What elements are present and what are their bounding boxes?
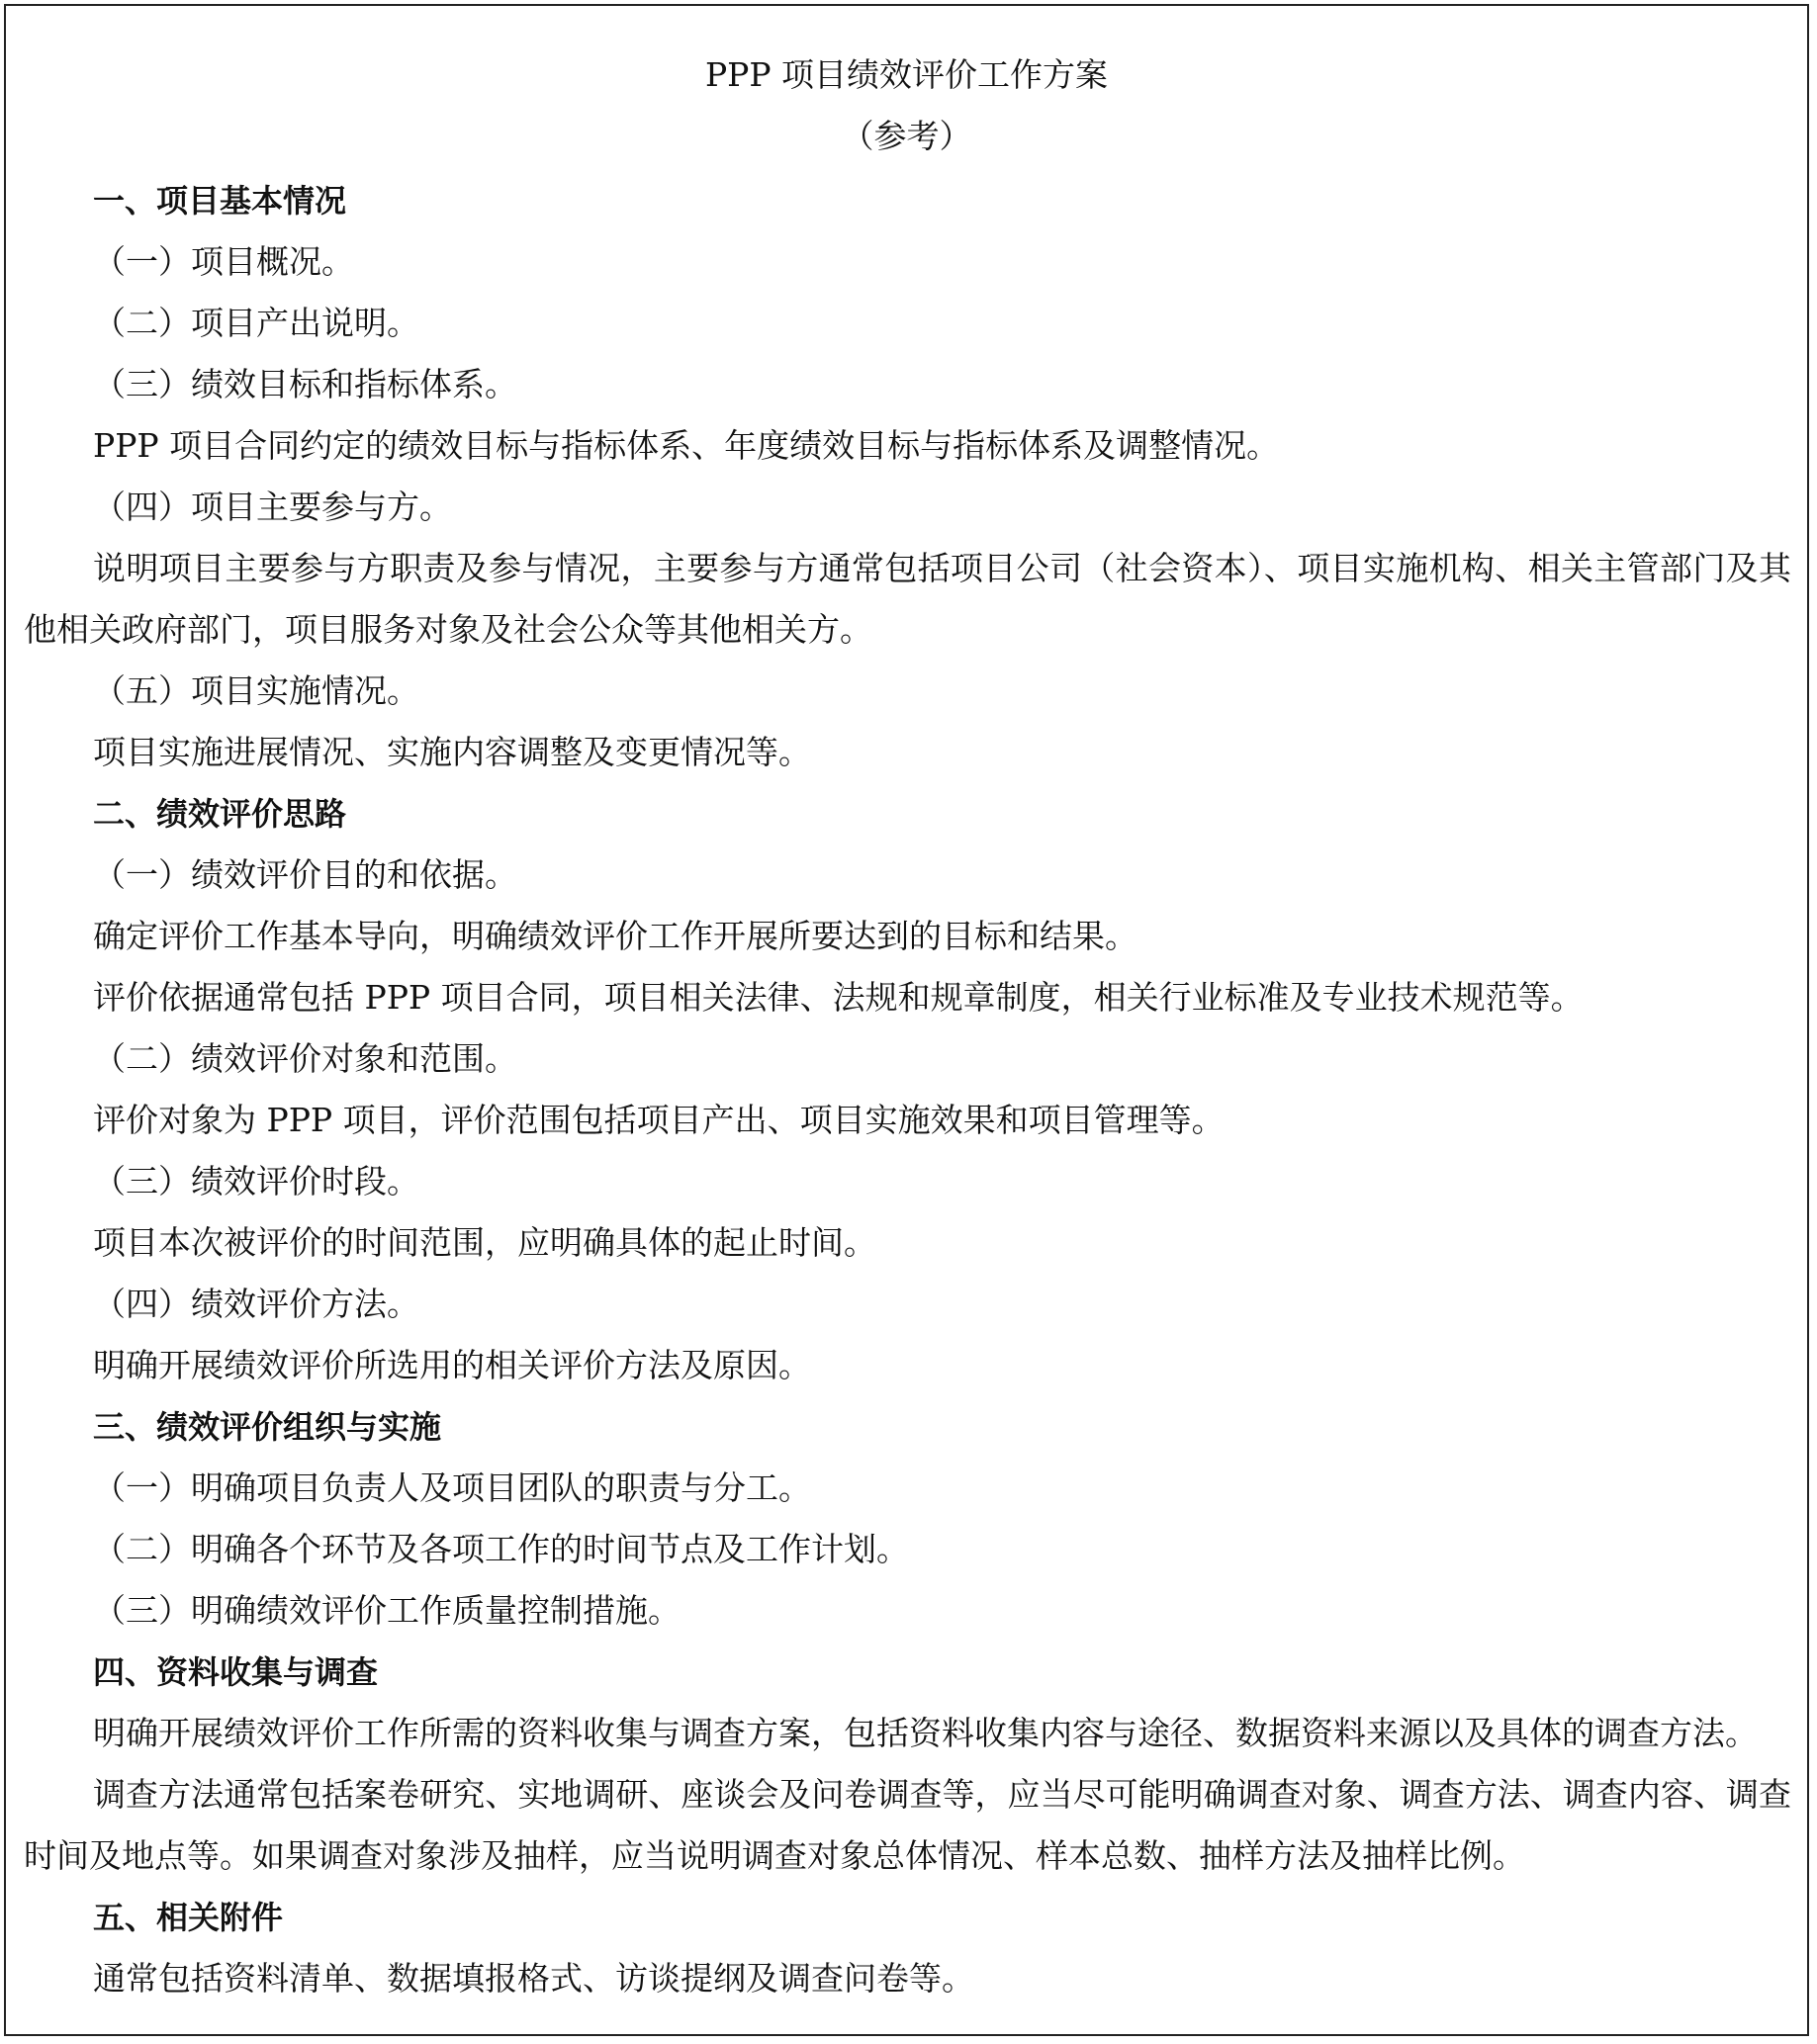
page-subtitle: （参考） — [841, 117, 972, 155]
paragraph: （四）绩效评价方法。 — [93, 1285, 419, 1323]
paragraph: 明确开展绩效评价所选用的相关评价方法及原因。 — [93, 1346, 811, 1384]
paragraph: 评价依据通常包括 PPP 项目合同，项目相关法律、法规和规章制度，相关行业标准及专业技术规范等。 — [93, 978, 1584, 1017]
section-heading: 二、绩效评价思路 — [93, 795, 347, 833]
paragraph: （四）项目主要参与方。 — [93, 488, 452, 526]
paragraph: （五）项目实施情况。 — [93, 671, 419, 710]
document-frame — [4, 4, 1809, 2036]
paragraph: 评价对象为 PPP 项目，评价范围包括项目产出、项目实施效果和项目管理等。 — [93, 1101, 1225, 1139]
paragraph: 说明项目主要参与方职责及参与情况，主要参与方通常包括项目公司（社会资本）、项目实施机构、相关主管部门及其他相关政府部门，项目服务对象及社会公众等其他相关方。 — [24, 549, 1791, 649]
section-heading: 一、项目基本情况 — [93, 182, 347, 220]
section-heading: 五、相关附件 — [93, 1899, 284, 1936]
paragraph: （一）项目概况。 — [93, 242, 354, 281]
paragraph: （一）明确项目负责人及项目团队的职责与分工。 — [93, 1468, 811, 1507]
paragraph: （二）绩效评价对象和范围。 — [93, 1039, 517, 1078]
section-heading: 四、资料收集与调查 — [93, 1653, 379, 1691]
paragraph: （三）绩效目标和指标体系。 — [93, 365, 517, 403]
paragraph: 确定评价工作基本导向，明确绩效评价工作开展所要达到的目标和结果。 — [93, 917, 1137, 955]
paragraph: （二）明确各个环节及各项工作的时间节点及工作计划。 — [93, 1530, 909, 1568]
paragraph: PPP 项目合同约定的绩效目标与指标体系、年度绩效目标与指标体系及调整情况。 — [93, 426, 1280, 465]
document-body — [24, 170, 1791, 2009]
paragraph: （三）绩效评价时段。 — [93, 1162, 419, 1200]
paragraph: （一）绩效评价目的和依据。 — [93, 855, 517, 894]
paragraph: 明确开展绩效评价工作所需的资料收集与调查方案，包括资料收集内容与途径、数据资料来源以及具体的调查方法。 — [93, 1714, 1758, 1752]
paragraph: 通常包括资料清单、数据填报格式、访谈提纲及调查问卷等。 — [93, 1959, 974, 1998]
paragraph: （二）项目产出说明。 — [93, 304, 419, 342]
page-title: PPP 项目绩效评价工作方案 — [704, 55, 1109, 94]
paragraph: （三）明确绩效评价工作质量控制措施。 — [93, 1591, 681, 1630]
section-heading: 三、绩效评价组织与实施 — [93, 1408, 442, 1446]
paragraph: 项目本次被评价的时间范围，应明确具体的起止时间。 — [93, 1223, 876, 1262]
paragraph: 项目实施进展情况、实施内容调整及变更情况等。 — [93, 733, 811, 771]
paragraph: 调查方法通常包括案卷研究、实地调研、座谈会及问卷调查等，应当尽可能明确调查对象、调查方法、调查内容、调查时间及地点等。如果调查对象涉及抽样，应当说明调查对象总体情况、样本总数、抽样方法及抽样比例。 — [24, 1775, 1791, 1875]
